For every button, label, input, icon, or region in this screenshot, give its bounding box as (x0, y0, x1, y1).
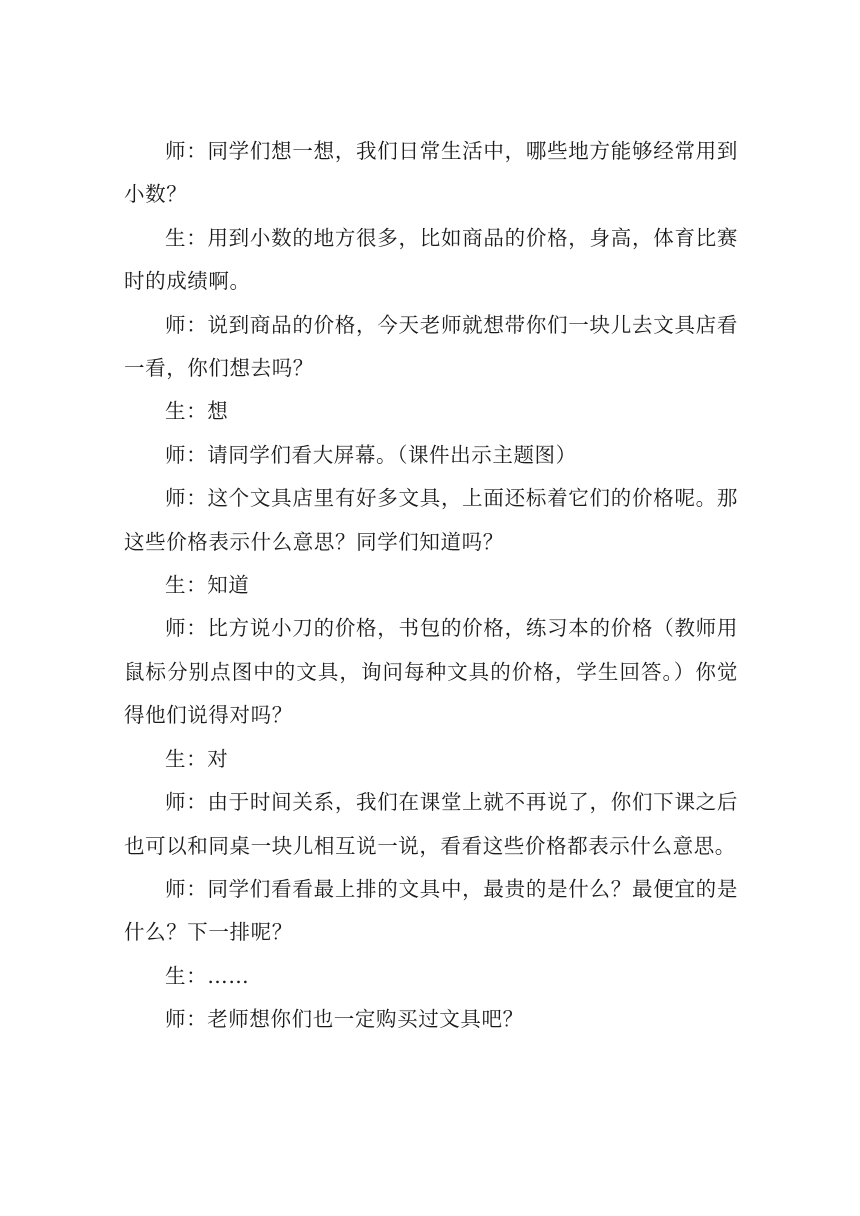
paragraph: 生：知道 (165, 573, 250, 598)
paragraph: 师：这个文具店里有好多文具，上面还标着它们的价格呢。那这些价格表示什么意思？同学们知道吗？ (124, 486, 738, 554)
paragraph: 师：请同学们看大屏幕。（课件出示主题图） (165, 442, 577, 467)
paragraph: 师：同学们看看最上排的文具中，最贵的是什么？最便宜的是什么？下一排呢？ (124, 876, 738, 945)
paragraph: 师：比方说小刀的价格，书包的价格，练习本的价格（教师用鼠标分别点图中的文具，询问每种文具的价格，学生回答。）你觉得他们说得对吗？ (124, 616, 738, 728)
document-body (124, 130, 738, 1042)
paragraph: 师：同学们想一想，我们日常生活中，哪些地方能够经常用到小数？ (124, 139, 738, 207)
paragraph: 生：想 (165, 399, 229, 424)
paragraph: 师：老师想你们也一定购买过文具吧？ (165, 1007, 524, 1032)
paragraph: 师：由于时间关系，我们在课堂上就不再说了，你们下课之后也可以和同桌一块儿相互说一说，看看这些价格都表示什么意思。 (124, 790, 738, 858)
paragraph: 生：对 (165, 746, 229, 771)
paragraph: 生：用到小数的地方很多，比如商品的价格，身高，体育比赛时的成绩啊。 (124, 225, 738, 294)
paragraph: 师：说到商品的价格，今天老师就想带你们一块儿去文具店看一看，你们想去吗？ (124, 312, 738, 381)
paragraph: 生：…… (165, 963, 250, 988)
